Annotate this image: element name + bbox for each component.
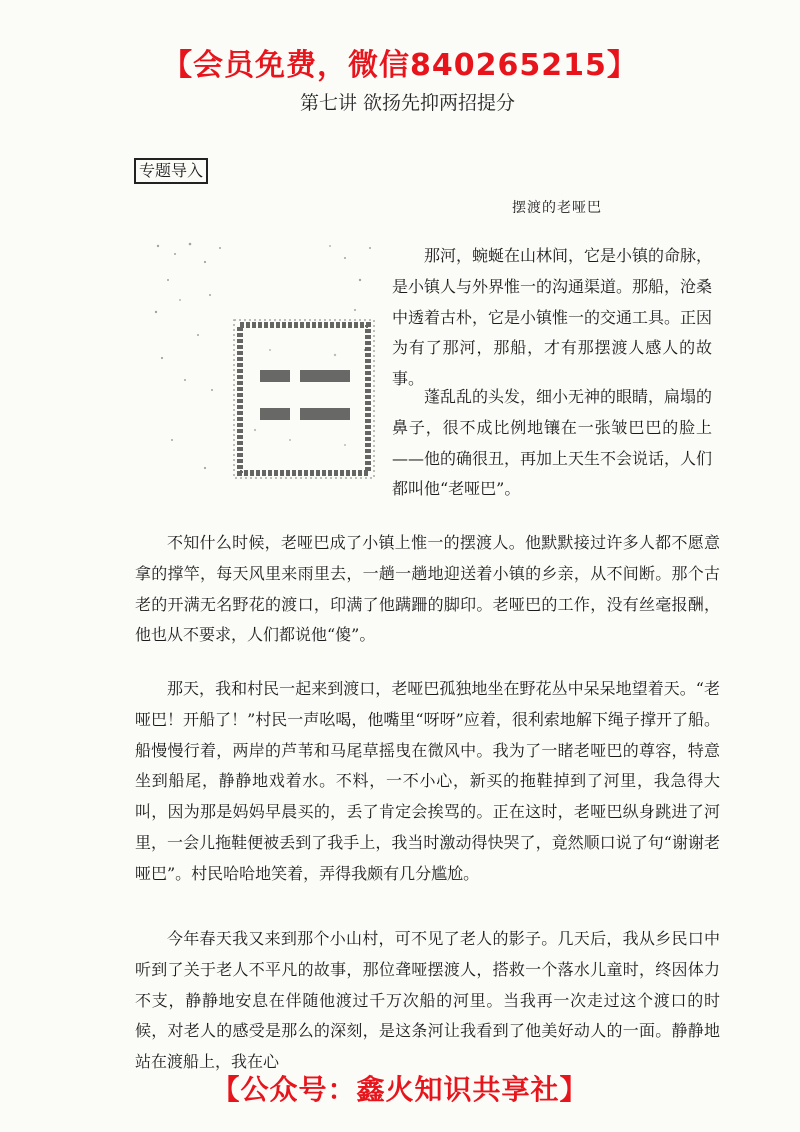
watermark-top: 【会员免费，微信840265215】 xyxy=(162,48,638,83)
story-title: 摆渡的老哑巴 xyxy=(512,200,602,216)
paragraph-3: 不知什么时候，老哑巴成了小镇上惟一的摆渡人。他默默接过许多人都不愿意拿的撑竿，每天风里来雨里去，一趟一趟地迎送着小镇的乡亲，从不间断。那个古老的开满无名野花的渡口，印满了他蹒跚的脚印。老哑巴的工作，没有丝毫报酬，他也从不要求，人们都说他“傻”。 xyxy=(135,533,720,645)
paragraph-2-text: 蓬乱乱的头发，细小无神的眼睛，扁塌的鼻子，很不成比例地镶在一张皱巴巴的脸上——他的确很丑，再加上天生不会说话，人们都叫他“老哑巴”。 xyxy=(392,387,713,499)
paragraph-2 xyxy=(135,382,712,505)
section-label: 专题导入 xyxy=(134,158,208,184)
paragraph-1: 那河，蜿蜒在山林间，它是小镇的命脉，是小镇人与外界惟一的沟通渠道。那船，沧桑中透着古朴，它是小镇惟一的交通工具。正因为有了那河，那船，才有那摆渡人感人的故事。 xyxy=(392,246,713,389)
paragraph-5: 今年春天我又来到那个小山村，可不见了老人的影子。几天后，我从乡民口中听到了关于老人不平凡的故事，那位聋哑摆渡人，搭救一个落水儿童时，终因体力不支，静静地安息在伴随他渡过千万次船的河里。当我再一次走过这个渡口的时候，对老人的感受是那么的深刻，是这条河让我看到了他美好动人的一面。静静地站在渡船上，我在心 xyxy=(135,929,720,1072)
watermark-bottom: 【公众号：鑫火知识共享社】 xyxy=(211,1073,589,1106)
lecture-title: 第七讲 欲扬先抑两招提分 xyxy=(300,92,516,114)
paragraph-4: 那天，我和村民一起来到渡口，老哑巴孤独地坐在野花丛中呆呆地望着天。“老哑巴！开船了！”村民一声吆喝，他嘴里“呀呀”应着，很利索地解下绳子撑开了船。船慢慢行着，两岸的芦苇和马尾草摇曳在微风中。我为了一睹老哑巴的尊容，特意坐到船尾，静静地戏着水。不料，一不小心，新买的拖鞋掉到了河里，我急得大叫，因为那是妈妈早晨买的，丢了肯定会挨骂的。正在这时，老哑巴纵身跳进了河里，一会儿拖鞋便被丢到了我手上，我当时激动得快哭了，竟然顺口说了句“谢谢老哑巴”。村民哈哈地笑着，弄得我颇有几分尴尬。 xyxy=(135,679,720,883)
